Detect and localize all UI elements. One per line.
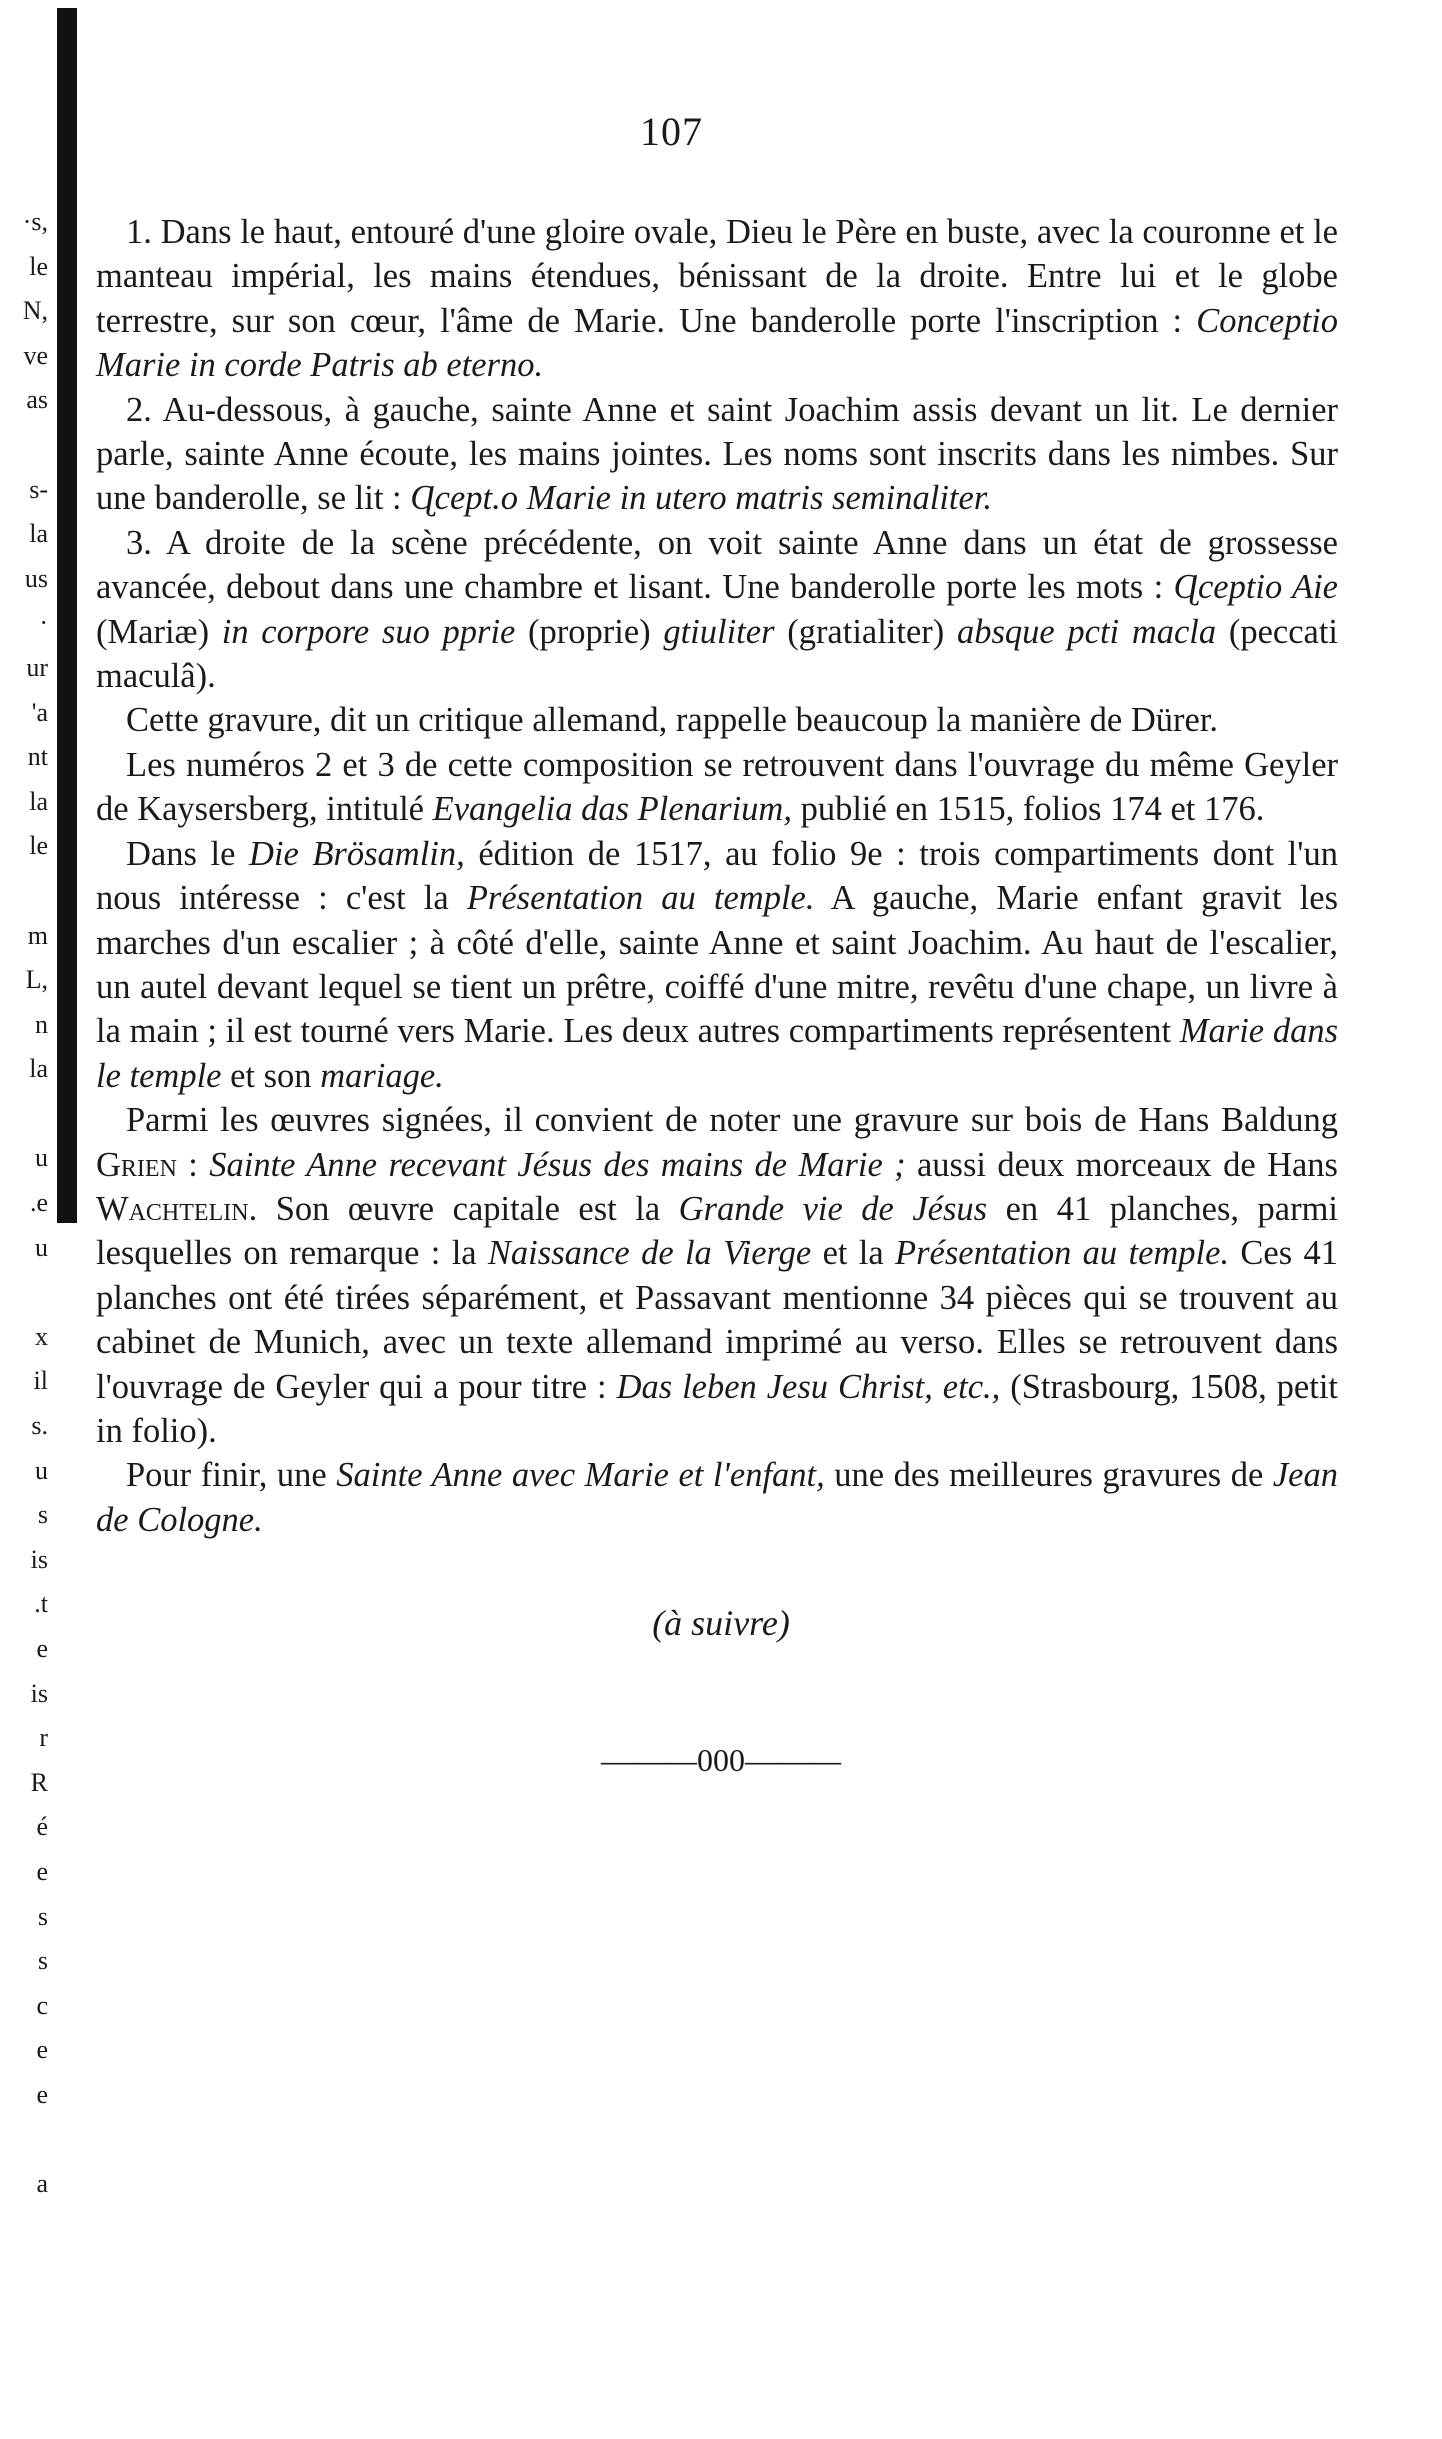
margin-fragment: r [39, 1723, 48, 1753]
body-text [96, 210, 1338, 1542]
margin-fragment: nt [27, 742, 48, 772]
margin-fragment: ve [23, 340, 48, 370]
margin-fragment: s [37, 1901, 48, 1931]
binding-gutter-shadow [57, 8, 77, 1223]
adjacent-page-fragments [4, 200, 48, 2207]
margin-fragment: m [27, 920, 48, 950]
margin-fragment: 'a [31, 697, 48, 727]
margin-fragment: · [39, 608, 48, 638]
margin-fragment: s [37, 1946, 48, 1976]
margin-fragment [4, 423, 48, 468]
margin-fragment [4, 1270, 48, 1315]
margin-fragment: le [29, 251, 48, 281]
to-be-continued: (à suivre) [652, 1603, 790, 1643]
margin-fragment: u [35, 1455, 48, 1485]
margin-fragment: s [37, 1500, 48, 1530]
margin-fragment: a [36, 2169, 48, 2199]
paragraph-4: Cette gravure, dit un critique allemand, rappelle beaucoup la manière de Dürer. [126, 701, 1219, 740]
paragraph-5: Les numéros 2 et 3 de cette composition se retrouvent dans l'ouvrage du même Geyler de Kaysersberg, intitulé Evangelia das Plenarium, publié en 1515, folios 174 et 176. [96, 745, 1338, 829]
paragraph-2: 2. Au-dessous, à gauche, sainte Anne et saint Joachim assis devant un lit. Le dernier parle, sainte Anne écoute, les mains jointes. Les noms sont inscrits dans les nimbes. Sur une banderolle, se lit : Ɋcept.o Marie in utero matris seminaliter. [96, 390, 1338, 518]
margin-fragment [4, 1092, 48, 1137]
margin-fragment: e [36, 2035, 48, 2065]
margin-fragment: s- [29, 474, 48, 504]
margin-fragment: e [36, 1634, 48, 1663]
paragraph-1: 1. Dans le haut, entouré d'une gloire ovale, Dieu le Père en buste, avec la couronne et le manteau impérial, les mains étendues, bénissant de la droite. Entre lui et le globe terrestre, sur son cœur, l'âme de Marie. Une banderolle porte l'inscription : Conceptio Marie in corde Patris ab eterno. [96, 213, 1338, 385]
margin-fragment: n [35, 1009, 48, 1039]
paragraph-3: 3. A droite de la scène précédente, on voit sainte Anne dans un état de grossesse avancée, debout dans une chambre et lisant. Une banderolle porte les mots : Ɋceptio Aie (Mariæ) in corpore suo pprie (proprie) gtiuliter (gratialiter) absque pcti macla (peccati maculâ). [96, 523, 1338, 696]
margin-fragment: is [30, 1544, 48, 1574]
page-number: 107 [640, 109, 703, 154]
margin-fragment: il [33, 1366, 48, 1396]
margin-fragment: L, [25, 965, 48, 995]
margin-fragment: la [29, 1054, 48, 1084]
margin-fragment: s. [31, 1411, 48, 1441]
margin-fragment: le [29, 831, 48, 861]
margin-fragment [4, 869, 48, 914]
margin-fragment: .t [34, 1589, 48, 1619]
margin-fragment: e [36, 2079, 48, 2109]
margin-fragment: N, [22, 296, 48, 326]
paragraph-8: Pour finir, une Sainte Anne avec Marie et l'enfant, une des meilleures gravures de Jean de Cologne. [96, 1456, 1338, 1539]
margin-fragment: é [36, 1812, 48, 1842]
margin-fragment: ·s, [22, 207, 48, 236]
paragraph-6: Dans le Die Brösamlin, édition de 1517, au folio 9e : trois compartiments dont l'un nous intéresse : c'est la Présentation au temple. A gauche, Marie enfant gravit les marches d'un escalier ; à côté d'elle, sainte Anne et saint Joachim. Au haut de l'escalier, un autel devant lequel se tient un prêtre, coiffé d'une mitre, revêtu d'une chape, un livre à la main ; il est tourné vers Marie. Les deux autres compartiments représentent Marie dans le temple et son mariage. [96, 834, 1338, 1095]
margin-fragment: la [29, 519, 48, 549]
margin-fragment: is [30, 1678, 48, 1708]
paragraph-7: Parmi les œuvres signées, il convient de noter une gravure sur bois de Hans Baldung Grien : Sainte Anne recevant Jésus des mains de Marie ; aussi deux morceaux de Hans Wachtelin. Son œuvre capitale est la Grande vie de Jésus en 41 planches, parmi lesquelles on remarque : la Naissance de la Vierge et la Présentation au temple. Ces 41 planches ont été tirées séparément, et Passavant mentionne 34 pièces qui se trouvent au cabinet de Munich, avec un texte allemand imprimé au verso. Elles se retrouvent dans l'ouvrage de Geyler qui a pour titre : Das leben Jesu Christ, etc., (Strasbourg, 1508, petit in folio). [96, 1101, 1339, 1450]
section-ornament: ———000——— [601, 1742, 841, 1778]
margin-fragment [4, 2118, 48, 2163]
margin-fragment: x [35, 1321, 48, 1351]
margin-fragment: .e [29, 1188, 48, 1218]
margin-fragment: us [24, 563, 48, 593]
margin-fragment: la [29, 786, 48, 816]
margin-fragment: u [35, 1232, 48, 1262]
margin-fragment: ur [26, 652, 48, 682]
margin-fragment: e [36, 1856, 48, 1886]
margin-fragment: as [26, 385, 48, 415]
margin-fragment: c [36, 1990, 48, 2020]
margin-fragment: u [35, 1143, 48, 1173]
margin-fragment: R [30, 1767, 48, 1797]
